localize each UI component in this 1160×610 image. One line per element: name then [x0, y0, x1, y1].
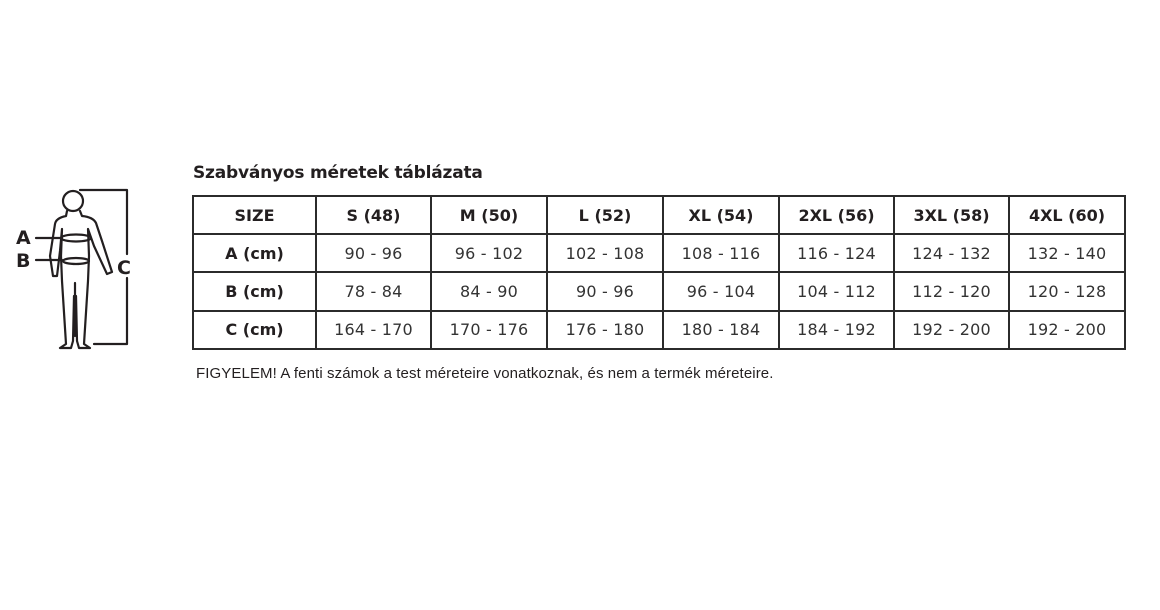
row-label: B (cm) — [193, 272, 316, 310]
column-header-m: M (50) — [431, 196, 547, 234]
header-row — [193, 196, 1125, 234]
column-header-4xl: 4XL (60) — [1009, 196, 1125, 234]
table-cell: 90 - 96 — [547, 272, 663, 310]
table-cell: 108 - 116 — [663, 234, 779, 272]
body-measurement-figure-icon — [10, 186, 140, 352]
table-cell: 176 - 180 — [547, 311, 663, 349]
table-cell: 170 - 176 — [431, 311, 547, 349]
table-cell: 90 - 96 — [316, 234, 431, 272]
table-cell: 124 - 132 — [894, 234, 1009, 272]
figure-label-c: C — [117, 257, 131, 279]
table-cell: 164 - 170 — [316, 311, 431, 349]
figure-label-b: B — [16, 250, 31, 272]
table-cell: 116 - 124 — [779, 234, 894, 272]
figure-label-a: A — [16, 227, 31, 249]
table-cell: 102 - 108 — [547, 234, 663, 272]
table-cell: 180 - 184 — [663, 311, 779, 349]
column-header-l: L (52) — [547, 196, 663, 234]
table-cell: 104 - 112 — [779, 272, 894, 310]
table-cell: 120 - 128 — [1009, 272, 1125, 310]
table-row-a — [193, 234, 1125, 272]
column-header-3xl: 3XL (58) — [894, 196, 1009, 234]
table-cell: 78 - 84 — [316, 272, 431, 310]
table-cell: 192 - 200 — [894, 311, 1009, 349]
column-header-size: SIZE — [193, 196, 316, 234]
row-label: A (cm) — [193, 234, 316, 272]
table-cell: 96 - 104 — [663, 272, 779, 310]
table-row-b — [193, 272, 1125, 310]
column-header-2xl: 2XL (56) — [779, 196, 894, 234]
table-cell: 96 - 102 — [431, 234, 547, 272]
table-cell: 84 - 90 — [431, 272, 547, 310]
table-row-c — [193, 311, 1125, 349]
table-cell: 184 - 192 — [779, 311, 894, 349]
row-label: C (cm) — [193, 311, 316, 349]
disclaimer-note: FIGYELEM! A fenti számok a test méreteire vonatkoznak, és nem a termék méreteire. — [196, 365, 774, 382]
column-header-xl: XL (54) — [663, 196, 779, 234]
table-cell: 112 - 120 — [894, 272, 1009, 310]
table-title: Szabványos méretek táblázata — [193, 163, 483, 183]
table-cell: 192 - 200 — [1009, 311, 1125, 349]
column-header-s: S (48) — [316, 196, 431, 234]
table-cell: 132 - 140 — [1009, 234, 1125, 272]
size-chart-table — [192, 195, 1126, 350]
